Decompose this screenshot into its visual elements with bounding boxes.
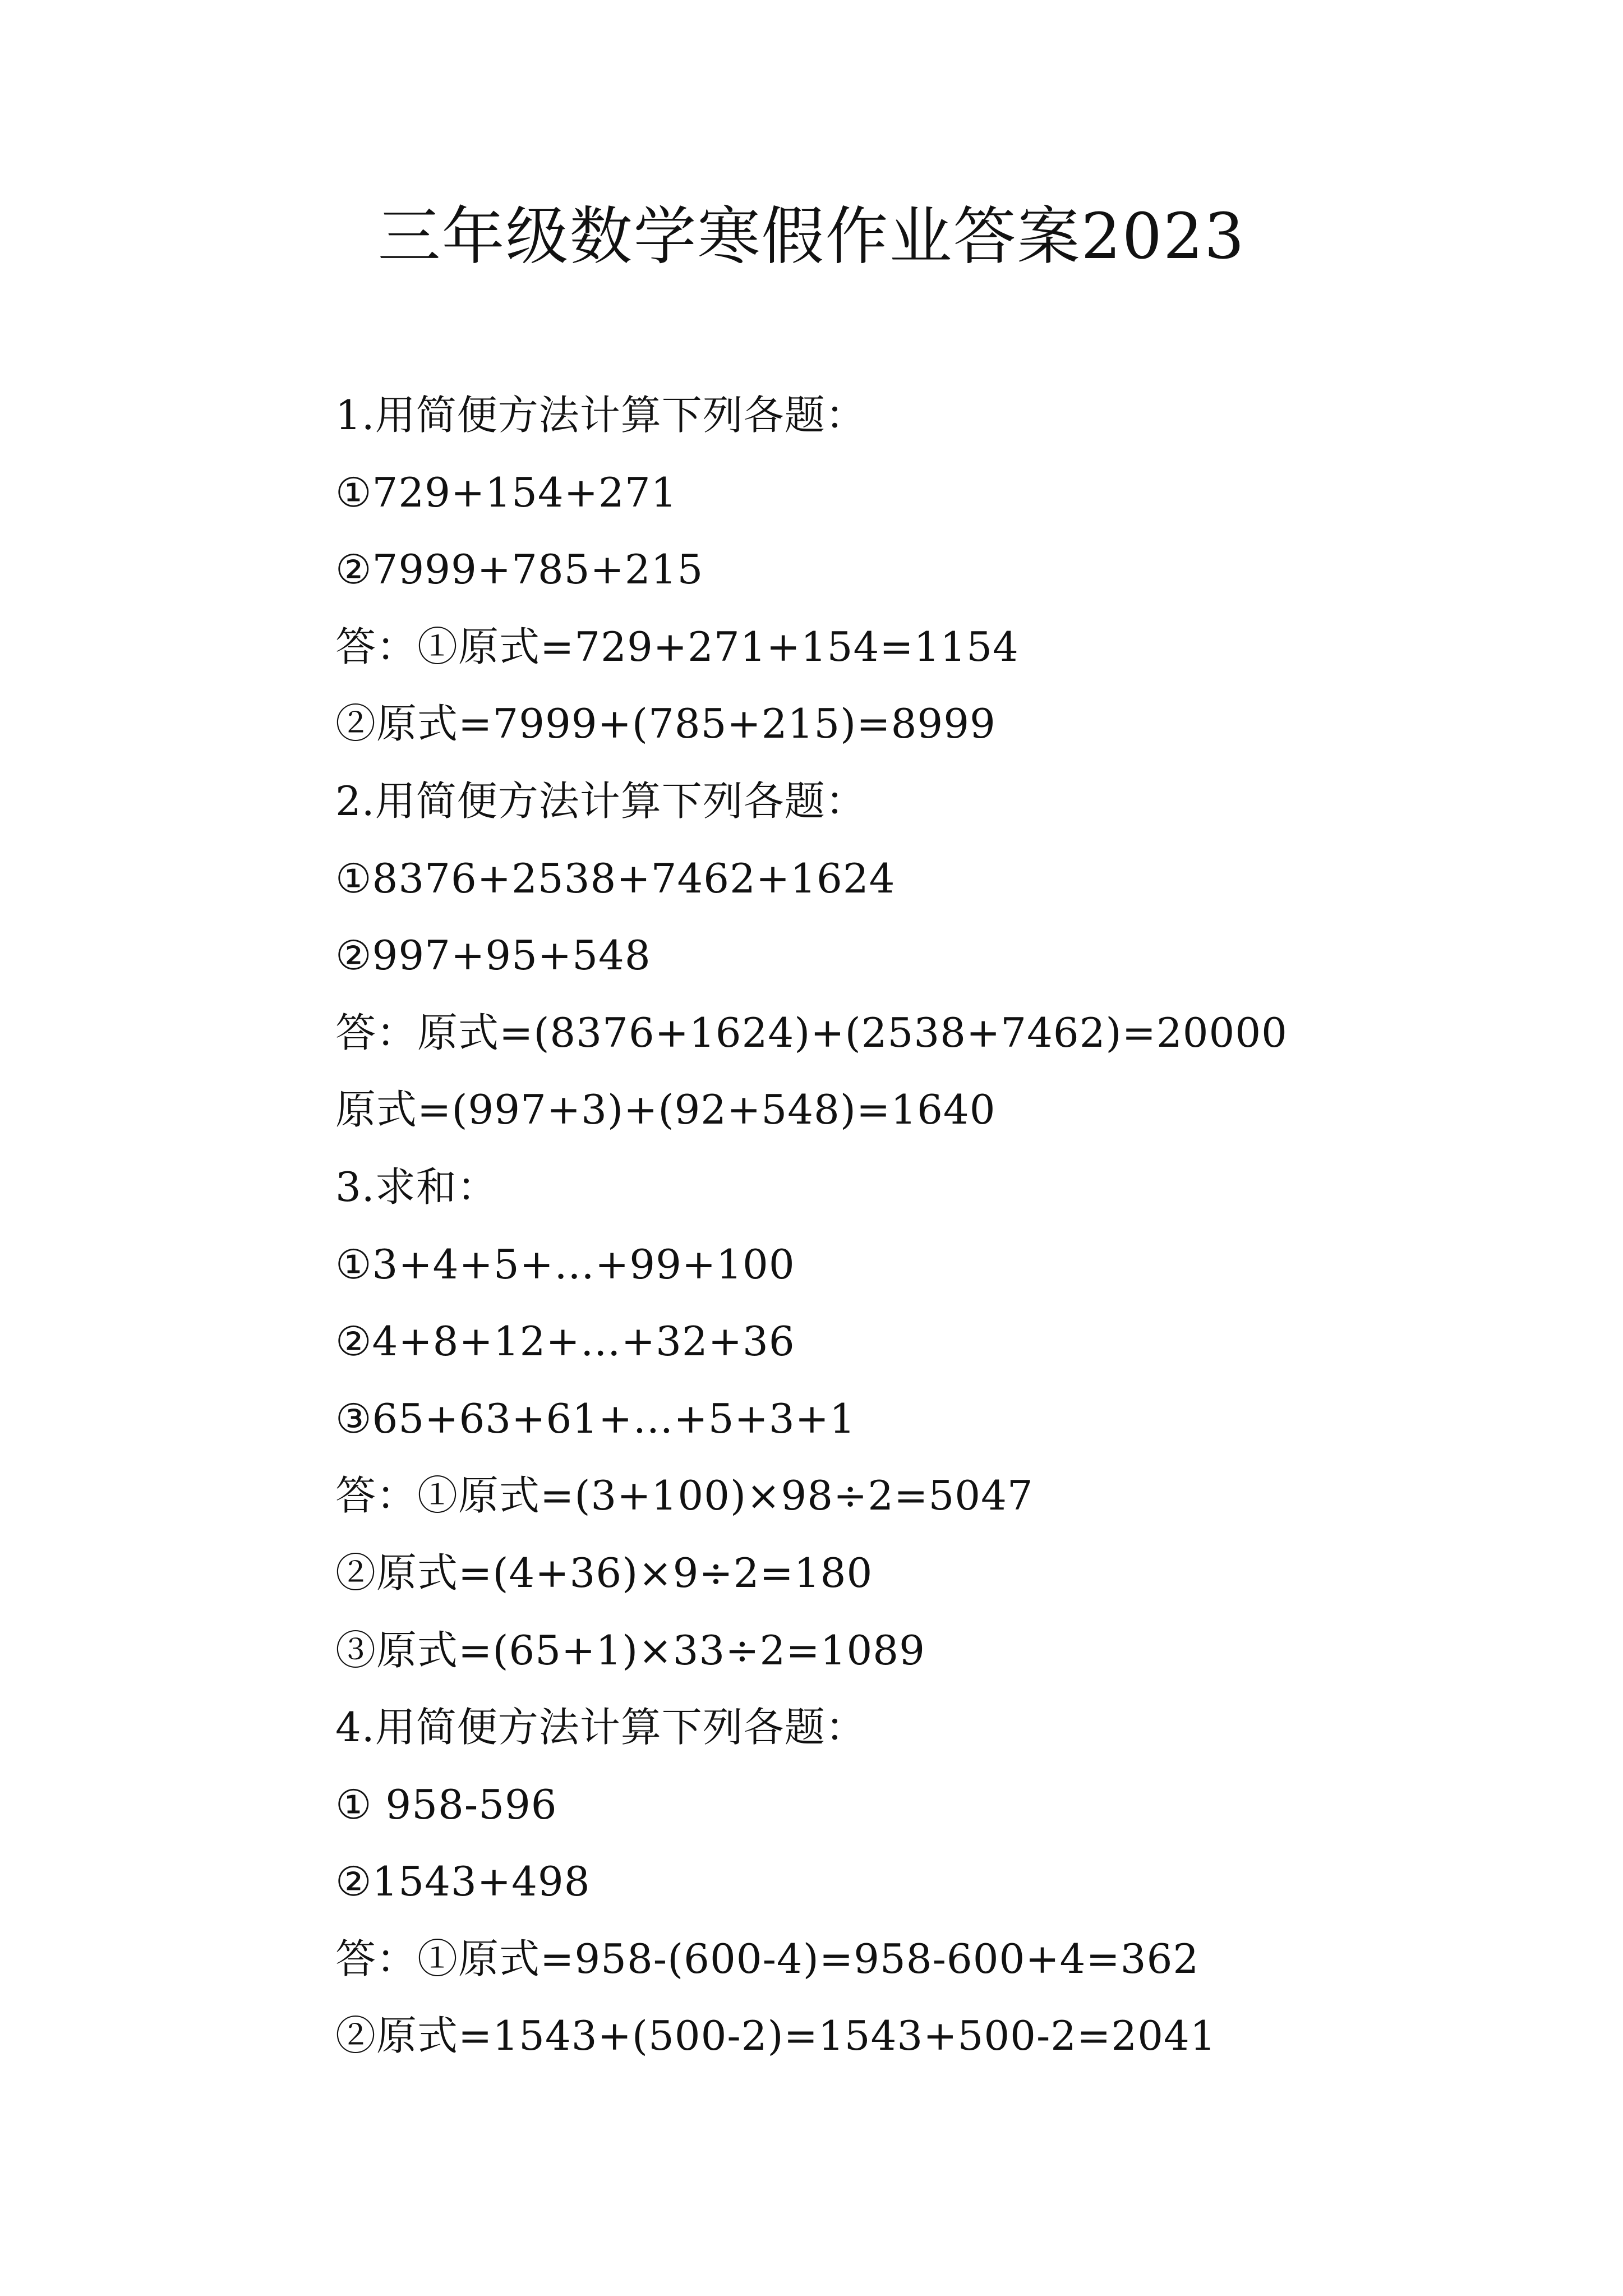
- answer-line: 答：①原式=729+271+154=1154: [335, 623, 1019, 670]
- section-3-heading: 3.求和：: [335, 1163, 498, 1211]
- problem-line: ①729+154+271: [335, 468, 677, 516]
- problem-line: ③65+63+61+…+5+3+1: [335, 1395, 856, 1442]
- document-title: 三年级数学寒假作业答案2023: [377, 200, 1246, 273]
- section-4-heading: 4.用简便方法计算下列各题：: [335, 1704, 866, 1751]
- problem-line: ②4+8+12+…+32+36: [335, 1318, 795, 1365]
- answer-line: 原式=(997+3)+(92+548)=1640: [335, 1086, 996, 1134]
- answer-line: 答：原式=(8376+1624)+(2538+7462)=20000: [335, 1009, 1288, 1056]
- problem-line: ②1543+498: [335, 1858, 591, 1906]
- problem-line: ① 958-596: [335, 1780, 557, 1828]
- answer-line: 答：①原式=(3+100)×98÷2=5047: [335, 1472, 1034, 1520]
- problem-line: ①3+4+5+…+99+100: [335, 1240, 795, 1288]
- problem-line: ①8376+2538+7462+1624: [335, 854, 896, 902]
- answer-line: ②原式=7999+(785+215)=8999: [335, 700, 996, 748]
- answer-line: ②原式=1543+(500-2)=1543+500-2=2041: [335, 2012, 1216, 2060]
- problem-line: ②7999+785+215: [335, 546, 704, 593]
- section-2-heading: 2.用简便方法计算下列各题：: [335, 777, 866, 825]
- problem-line: ②997+95+548: [335, 932, 651, 979]
- answer-line: ③原式=(65+1)×33÷2=1089: [335, 1626, 925, 1674]
- answer-line: 答：①原式=958-(600-4)=958-600+4=362: [335, 1935, 1200, 1982]
- section-1-heading: 1.用简便方法计算下列各题：: [335, 392, 866, 439]
- document-body: [335, 377, 1541, 2075]
- answer-line: ②原式=(4+36)×9÷2=180: [335, 1549, 873, 1596]
